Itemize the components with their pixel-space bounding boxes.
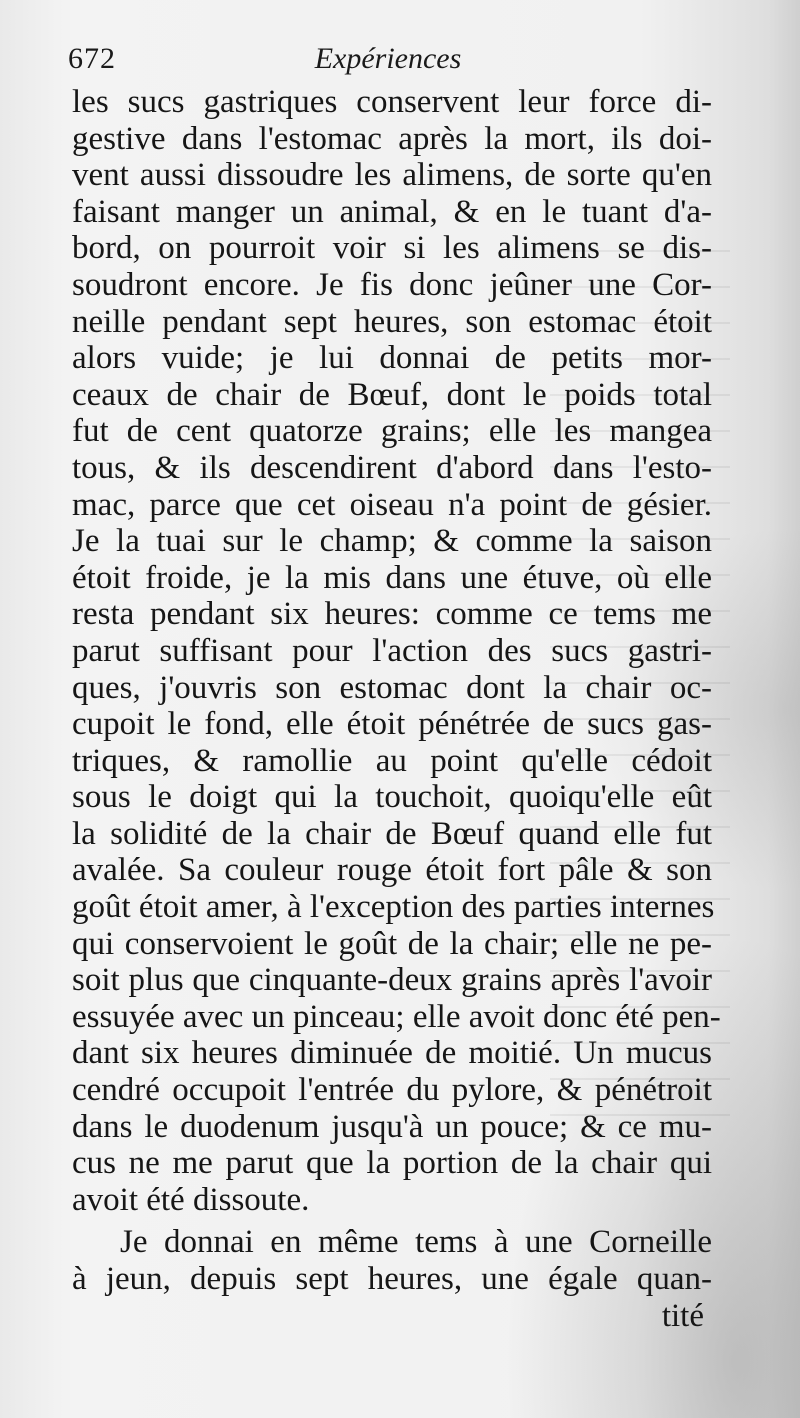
- text-line: essuyée avec un pinceau; elle avoit donc été pen-: [72, 998, 721, 1035]
- text-line: la solidité de la chair de Bœuf quand elle fut: [72, 815, 712, 852]
- text-line: bord, on pourroit voir si les alimens se dis-: [72, 230, 712, 267]
- page-header: [68, 42, 708, 82]
- text-line: neille pendant sept heures, son estomac étoit: [72, 303, 712, 340]
- body-text: [72, 84, 721, 1334]
- text-line: resta pendant six heures: comme ce tems me: [72, 596, 712, 633]
- text-line: avalée. Sa couleur rouge étoit fort pâle & son: [72, 852, 712, 889]
- text-line: parut suffisant pour l'action des sucs gastri-: [72, 632, 712, 669]
- text-line: soit plus que cinquante-deux grains après l'avoir: [72, 962, 712, 999]
- text-line: faisant manger un animal, & en le tuant d'a-: [72, 193, 712, 230]
- text-line: avoit été dissoute.: [72, 1181, 310, 1218]
- text-line: soudront encore. Je fis donc jeûner une Cor-: [72, 266, 712, 303]
- page-number: 672: [68, 42, 116, 75]
- text-line: triques, & ramollie au point qu'elle cédoit: [72, 742, 712, 779]
- text-line: Je donnai en même tems à une Corneille: [120, 1224, 712, 1261]
- text-line: étoit froide, je la mis dans une étuve, où elle: [72, 559, 712, 596]
- text-line: alors vuide; je lui donnai de petits mor-: [72, 340, 712, 377]
- text-line: goût étoit amer, à l'exception des parties internes: [72, 889, 715, 926]
- text-line: dant six heures diminuée de moitié. Un mucus: [72, 1035, 712, 1072]
- text-line: gestive dans l'estomac après la mort, ils doi-: [72, 120, 712, 157]
- text-line: cus ne me parut que la portion de la chair qui: [72, 1145, 712, 1182]
- text-line: tous, & ils descendirent d'abord dans l'esto-: [72, 449, 712, 486]
- text-line: dans le duodenum jusqu'à un pouce; & ce mu-: [72, 1108, 712, 1145]
- text-line: fut de cent quatorze grains; elle les mangea: [72, 413, 712, 450]
- text-line: ques, j'ouvris son estomac dont la chair oc-: [72, 669, 712, 706]
- running-head: Expériences: [314, 42, 462, 75]
- text-line: Je la tuai sur le champ; & comme la saison: [72, 523, 712, 560]
- text-line: qui conservoient le goût de la chair; elle ne pe-: [72, 925, 712, 962]
- text-line: cendré occupoit l'entrée du pylore, & pénétroit: [72, 1072, 712, 1109]
- text-line: mac, parce que cet oiseau n'a point de gésier.: [72, 486, 712, 523]
- catchword: tité: [661, 1297, 704, 1334]
- text-line: à jeun, depuis sept heures, une égale quan-: [72, 1261, 712, 1297]
- text-line: les sucs gastriques conservent leur force di-: [72, 84, 712, 120]
- text-line: vent aussi dissoudre les alimens, de sorte qu'en: [72, 157, 712, 194]
- text-line: cupoit le fond, elle étoit pénétrée de sucs gas-: [72, 706, 712, 743]
- text-line: sous le doigt qui la touchoit, quoiqu'elle eût: [72, 779, 712, 816]
- text-line: ceaux de chair de Bœuf, dont le poids total: [72, 376, 712, 413]
